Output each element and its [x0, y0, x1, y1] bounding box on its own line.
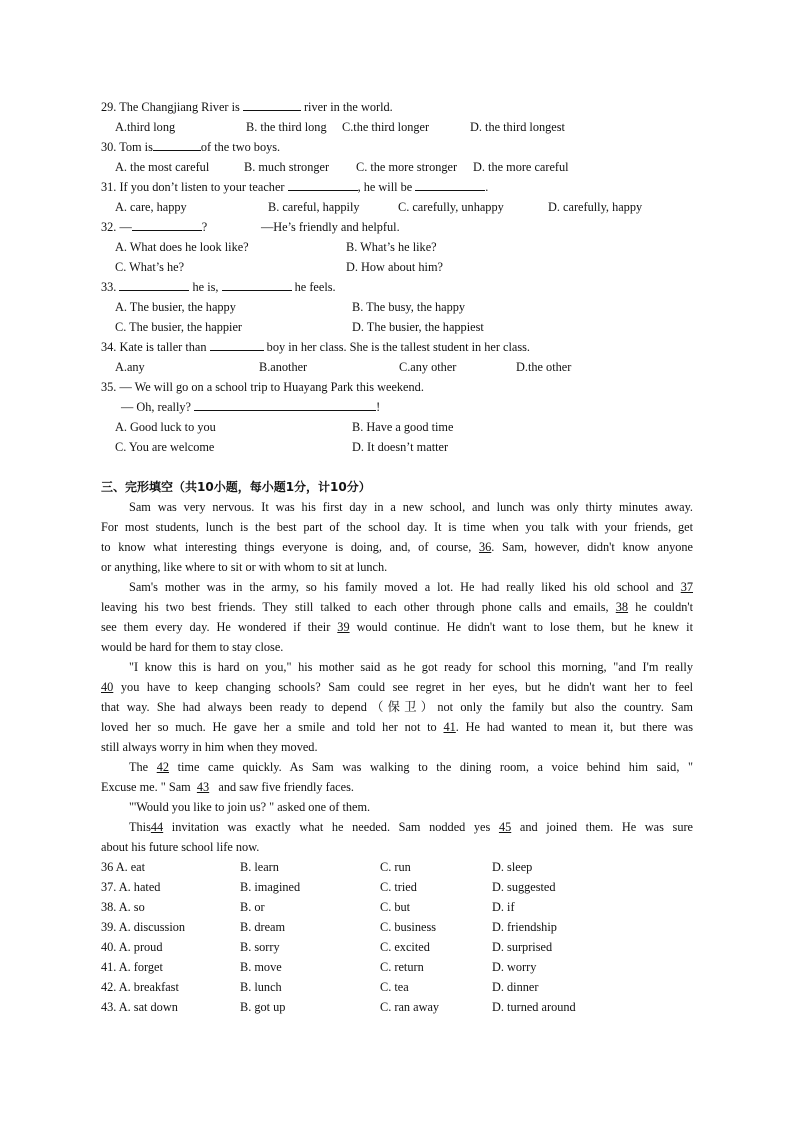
- option-d: D. dinner: [492, 980, 539, 994]
- passage-line: Excuse me. " Sam 43 and saw five friendly faces.: [101, 780, 354, 794]
- blank-number: 41: [443, 720, 456, 734]
- option-c: C. excited: [380, 940, 430, 954]
- q30-option-d: D. the more careful: [473, 160, 569, 174]
- answer-blank: [194, 398, 376, 411]
- option-row: 38. A. so: [101, 900, 145, 914]
- answer-blank: [119, 278, 189, 291]
- question-35-stem: 35. — We will go on a school trip to Huayang Park this weekend.: [101, 380, 424, 394]
- section-heading: 三、完形填空（共10小题，每小题1分，计10分）: [101, 480, 371, 494]
- option-d: D. if: [492, 900, 515, 914]
- option-row: 41. A. forget: [101, 960, 163, 974]
- passage-line: still always worry in him when they moved.: [101, 740, 318, 754]
- q33-option-b: B. The busy, the happy: [352, 300, 466, 314]
- passage-line: that way. She had always been ready to depend（保卫）not only the family but also the country. Sam: [101, 700, 693, 714]
- blank-number: 40: [101, 680, 114, 694]
- q35-option-a: A. Good luck to you: [115, 420, 216, 434]
- q31-option-a: A. care, happy: [115, 200, 187, 214]
- option-row: 37. A. hated: [101, 880, 161, 894]
- option-row: 42. A. breakfast: [101, 980, 179, 994]
- passage-line: The 42 time came quickly. As Sam was walking to the dining room, a voice behind him said, ": [129, 760, 693, 774]
- q32-option-b: B. What’s he like?: [346, 240, 437, 254]
- q33-option-c: C. The busier, the happier: [115, 320, 242, 334]
- question-31-stem: 31. If you don’t listen to your teacher , he will be .: [101, 180, 489, 194]
- option-b: B. got up: [240, 1000, 286, 1014]
- option-row: 39. A. discussion: [101, 920, 186, 934]
- q34-option-d: D.the other: [516, 360, 572, 374]
- q35-option-d: D. It doesn’t matter: [352, 440, 449, 454]
- q35-option-c: C. You are welcome: [115, 440, 215, 454]
- answer-blank: [415, 178, 485, 191]
- q32-option-d: D. How about him?: [346, 260, 443, 274]
- option-b: B. lunch: [240, 980, 282, 994]
- question-32-stem: 32. — ?: [101, 220, 208, 234]
- option-b: B. sorry: [240, 940, 280, 954]
- answer-blank: [288, 178, 358, 191]
- passage-line: Sam's mother was in the army, so his family moved a lot. He had really liked his old school and 37: [129, 580, 693, 594]
- blank-number: 42: [156, 760, 169, 774]
- passage-line: to know what interesting things everyone is doing, and, of course, 36. Sam, however, didn't know anyone: [101, 540, 693, 554]
- passage-line: For most students, lunch is the best part of the school day. It is time when you talk with your friends, get: [101, 520, 693, 534]
- q31-option-b: B. careful, happily: [268, 200, 360, 214]
- q35-option-b: B. Have a good time: [352, 420, 454, 434]
- q32-option-a: A. What does he look like?: [115, 240, 249, 254]
- blank-number: 38: [615, 600, 629, 614]
- blank-number: 44: [150, 820, 164, 834]
- option-d: D. worry: [492, 960, 537, 974]
- q34-option-b: B.another: [259, 360, 308, 374]
- q33-option-d: D. The busier, the happiest: [352, 320, 484, 334]
- option-c: C. tea: [380, 980, 409, 994]
- option-c: C. run: [380, 860, 411, 874]
- answer-blank: [132, 218, 202, 231]
- option-c: C. ran away: [380, 1000, 440, 1014]
- option-row: 40. A. proud: [101, 940, 163, 954]
- passage-line: This44 invitation was exactly what he needed. Sam nodded yes 45 and joined them. He was sure: [129, 820, 694, 834]
- option-d: D. surprised: [492, 940, 553, 954]
- option-d: D. suggested: [492, 880, 556, 894]
- q29-option-d: D. the third longest: [470, 120, 565, 134]
- blank-number: 45: [498, 820, 512, 834]
- q31-option-d: D. carefully, happy: [548, 200, 643, 214]
- q29-option-a: A.third long: [115, 120, 176, 134]
- option-c: C. tried: [380, 880, 417, 894]
- option-b: B. dream: [240, 920, 286, 934]
- option-d: D. sleep: [492, 860, 533, 874]
- option-row: 36 A. eat: [101, 860, 146, 874]
- passage-line: Sam was very nervous. It was his first day in a new school, and lunch was only thirty minutes away.: [129, 500, 693, 514]
- option-d: D. turned around: [492, 1000, 576, 1014]
- passage-line: leaving his two best friends. They still talked to each other through phone calls and emails, 38 he couldn't: [101, 600, 694, 614]
- q29-option-c: C.the third longer: [342, 120, 430, 134]
- passage-line: "'Would you like to join us? " asked one of them.: [129, 800, 371, 814]
- question-33-stem: 33. he is, he feels.: [101, 280, 336, 294]
- option-c: C. return: [380, 960, 424, 974]
- passage-line: "I know this is hard on you," his mother said as he got ready for school this morning, "and I'm really: [129, 660, 693, 674]
- q32-option-c: C. What’s he?: [115, 260, 185, 274]
- question-30-stem: 30. Tom is of the two boys.: [101, 140, 281, 154]
- option-b: B. move: [240, 960, 282, 974]
- q30-option-a: A. the most careful: [115, 160, 210, 174]
- blank-number: 43: [196, 780, 210, 794]
- q31-option-c: C. carefully, unhappy: [398, 200, 504, 214]
- q32-reply: —He’s friendly and helpful.: [261, 220, 400, 234]
- option-c: C. business: [380, 920, 437, 934]
- option-row: 43. A. sat down: [101, 1000, 178, 1014]
- question-35-reply: — Oh, really? !: [121, 400, 381, 414]
- passage-line: would be hard for them to stay close.: [101, 640, 284, 654]
- option-b: B. imagined: [240, 880, 301, 894]
- answer-blank: [222, 278, 292, 291]
- answer-blank: [210, 338, 264, 351]
- passage-line: see them every day. He wondered if their 39 would continue. He didn't want to lose them, but he knew it: [101, 620, 693, 634]
- passage-line: about his future school life now.: [101, 840, 260, 854]
- q30-option-b: B. much stronger: [244, 160, 330, 174]
- q33-option-a: A. The busier, the happy: [115, 300, 236, 314]
- passage-line: loved her so much. He gave her a smile and told her not to 41. He had wanted to mean it, but there was: [101, 720, 694, 734]
- answer-blank: [243, 98, 301, 111]
- blank-number: 37: [680, 580, 693, 594]
- answer-blank: [153, 138, 201, 151]
- option-d: D. friendship: [492, 920, 557, 934]
- q30-option-c: C. the more stronger: [356, 160, 458, 174]
- blank-number: 39: [337, 620, 350, 634]
- blank-number: 36: [478, 540, 492, 554]
- question-29-stem: 29. The Changjiang River is river in the world.: [101, 100, 393, 114]
- passage-line: 40 you have to keep changing schools? Sam could see regret in her eyes, but he didn't want her to feel: [101, 680, 693, 694]
- q34-option-c: C.any other: [399, 360, 457, 374]
- passage-line: or anything, like where to sit or with whom to sit at lunch.: [101, 560, 388, 574]
- question-34-stem: 34. Kate is taller than boy in her class. She is the tallest student in her class.: [101, 340, 530, 354]
- option-c: C. but: [380, 900, 411, 914]
- option-b: B. or: [240, 900, 265, 914]
- option-b: B. learn: [240, 860, 279, 874]
- q34-option-a: A.any: [115, 360, 145, 374]
- q29-option-b: B. the third long: [246, 120, 327, 134]
